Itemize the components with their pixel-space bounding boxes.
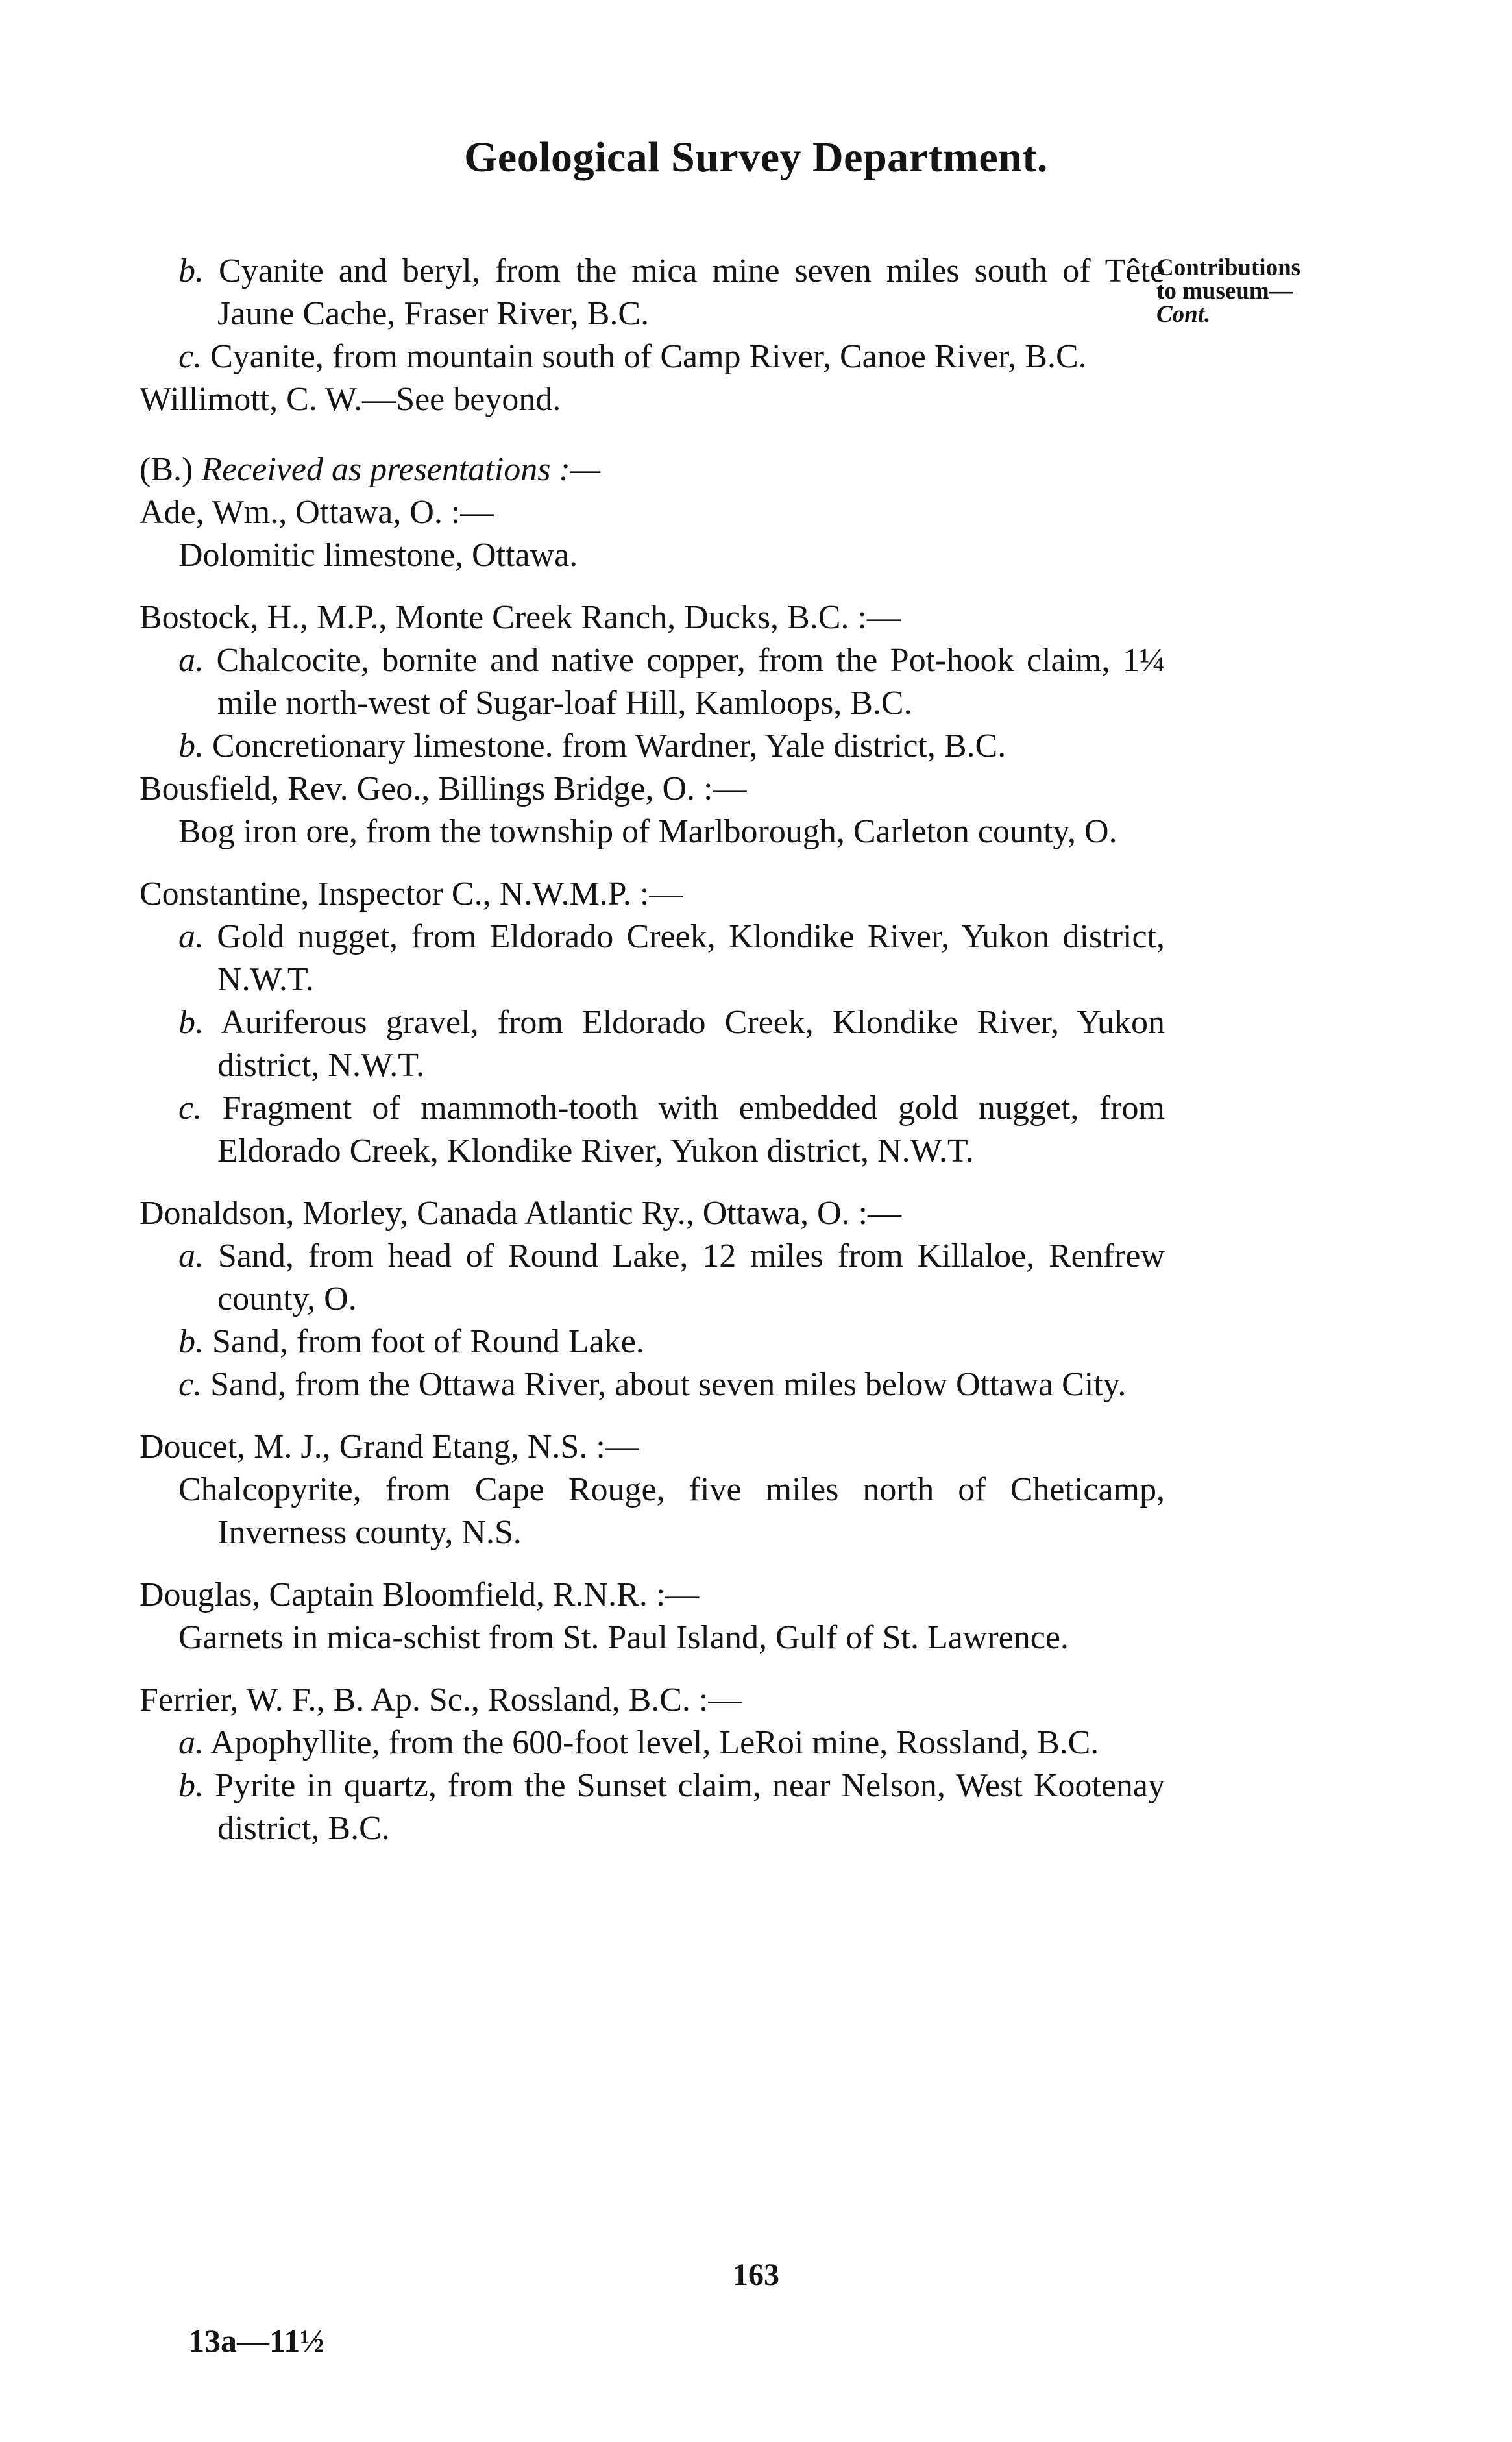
list-item — [140, 1321, 1165, 1363]
item-text: Sand, from head of Round Lake, 12 miles from Killaloe, Renfrew county, O. — [217, 1238, 1165, 1317]
donor-entry — [140, 1426, 1165, 1554]
donor-name: Constantine, Inspector C., N.W.M.P. :— — [140, 875, 683, 912]
section-title: Received as presentations :— — [201, 451, 601, 488]
item-text: Chalcocite, bornite and native copper, from the Pot-hook claim, 1¼ mile north-west of Sugar-loaf Hill, Kamloops, B.C. — [216, 642, 1165, 722]
specimen-description: Dolomitic limestone, Ottawa. — [178, 537, 578, 574]
item-text: Pyrite in quartz, from the Sunset claim, near Nelson, West Kootenay district, B.C. — [215, 1767, 1165, 1847]
item-label: c. — [178, 1366, 202, 1403]
donor-name: Douglas, Captain Bloomfield, R.N.R. :— — [140, 1576, 700, 1613]
item-label: a. — [178, 1724, 204, 1761]
item-text: Fragment of mammoth-tooth with embedded gold nugget, from Eldorado Creek, Klondike River, Yukon district, N.W.T. — [217, 1090, 1165, 1169]
list-item — [140, 1087, 1165, 1173]
item-text: Cyanite and beryl, from the mica mine seven miles south of Tête Jaune Cache, Fraser River, B.C. — [217, 252, 1165, 332]
item-label: a. — [178, 642, 204, 679]
list-item — [140, 1001, 1165, 1087]
donor-entry — [140, 1679, 1165, 1850]
item-label: b. — [178, 1323, 204, 1360]
donor-entry — [140, 491, 1165, 577]
item-text: Auriferous gravel, from Eldorado Creek, Klondike River, Yukon district, N.W.T. — [217, 1004, 1165, 1084]
list-item — [140, 1764, 1165, 1850]
list-item — [140, 639, 1165, 725]
donor-name: Doucet, M. J., Grand Etang, N.S. :— — [140, 1428, 639, 1465]
specimen-description: Garnets in mica-schist from St. Paul Island, Gulf of St. Lawrence. — [178, 1619, 1069, 1656]
section-heading — [140, 448, 1165, 491]
donor-name: Ferrier, W. F., B. Ap. Sc., Rossland, B.C. :— — [140, 1681, 742, 1718]
page-header: Geological Survey Department. — [464, 134, 1048, 181]
specimen-description: Chalcopyrite, from Cape Rouge, five miles north of Cheticamp, Inverness county, N.S. — [178, 1471, 1165, 1551]
item-label: a. — [178, 918, 204, 955]
continued-entry — [140, 250, 1165, 421]
item-label: a. — [178, 1238, 204, 1275]
donor-name: Donaldson, Morley, Canada Atlantic Ry., Ottawa, O. :— — [140, 1195, 901, 1232]
item-text: Cyanite, from mountain south of Camp River, Canoe River, B.C. — [210, 338, 1087, 375]
donor-entry — [140, 768, 1165, 853]
list-item — [140, 916, 1165, 1001]
specimen-description: Bog iron ore, from the township of Marlborough, Carleton county, O. — [178, 813, 1117, 850]
margin-note-line: to museum— — [1156, 278, 1293, 304]
margin-note — [1156, 256, 1351, 326]
item-text: Apophyllite, from the 600-foot level, LeRoi mine, Rossland, B.C. — [210, 1724, 1099, 1761]
list-item — [140, 1235, 1165, 1321]
item-text: Sand, from foot of Round Lake. — [212, 1323, 644, 1360]
section-prefix: (B.) — [140, 451, 193, 488]
list-item — [140, 1722, 1165, 1764]
list-item — [140, 1363, 1165, 1406]
item-label: b. — [178, 252, 204, 289]
item-label: c. — [178, 338, 202, 375]
page-number: 163 — [733, 2258, 779, 2292]
item-text: Gold nugget, from Eldorado Creek, Klondike River, Yukon district, N.W.T. — [217, 918, 1165, 998]
entry-name: Willimott, C. W.—See beyond. — [140, 381, 561, 418]
item-label: c. — [178, 1090, 202, 1127]
main-content — [140, 250, 1165, 1850]
item-label: b. — [178, 727, 204, 764]
donor-name: Ade, Wm., Ottawa, O. :— — [140, 494, 494, 531]
list-item — [140, 250, 1165, 336]
donor-entry — [140, 1192, 1165, 1406]
list-item — [140, 336, 1165, 378]
item-text: Sand, from the Ottawa River, about seven miles below Ottawa City. — [210, 1366, 1127, 1403]
margin-note-line: Contributions — [1156, 254, 1301, 281]
donor-name: Bostock, H., M.P., Monte Creek Ranch, Ducks, B.C. :— — [140, 599, 901, 636]
donor-entry — [140, 596, 1165, 768]
item-label: b. — [178, 1767, 204, 1804]
list-item — [140, 725, 1165, 768]
item-text: Concretionary limestone. from Wardner, Yale district, B.C. — [212, 727, 1006, 764]
donor-name: Bousfield, Rev. Geo., Billings Bridge, O. :— — [140, 770, 747, 807]
signature-mark: 13a—11½ — [188, 2323, 324, 2359]
item-label: b. — [178, 1004, 204, 1041]
donor-entry — [140, 873, 1165, 1173]
margin-note-cont: Cont. — [1156, 301, 1211, 328]
donor-entry — [140, 1574, 1165, 1659]
